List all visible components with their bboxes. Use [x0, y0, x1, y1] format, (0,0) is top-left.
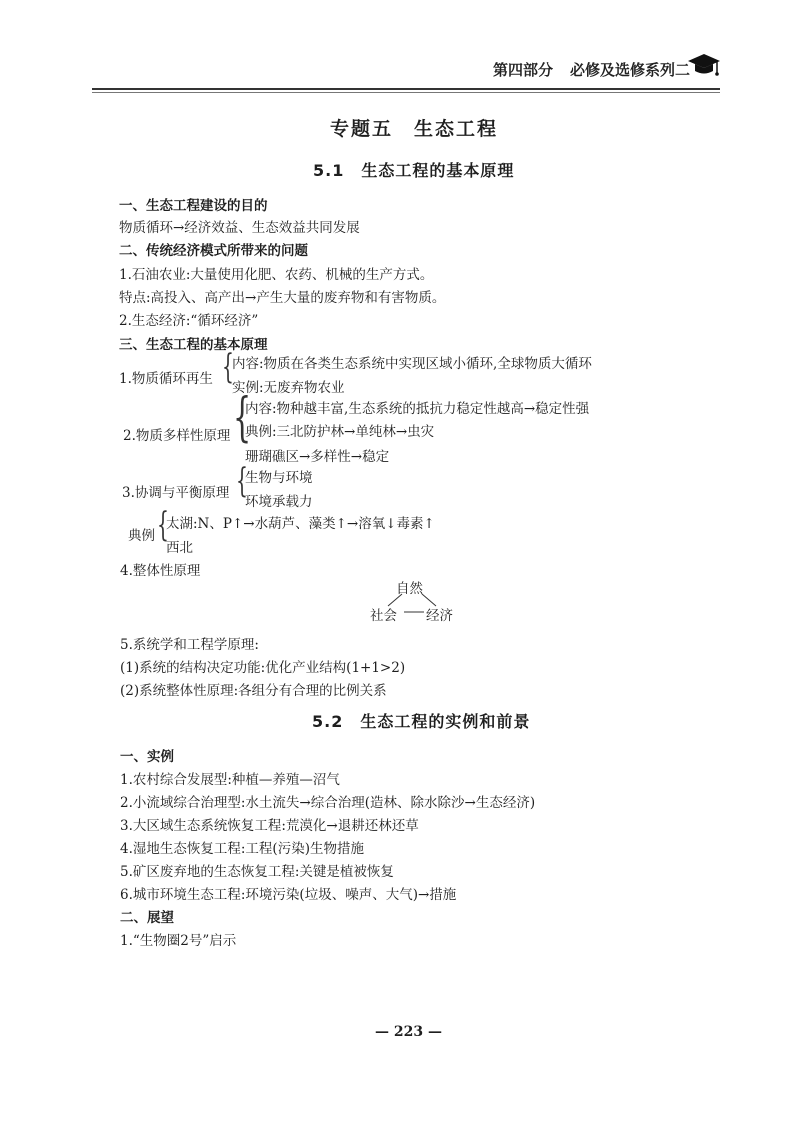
- principle-1-content: 内容:物质在各类生态系统中实现区域小循环,全球物质大循环: [232, 356, 592, 372]
- principle-3-item-2: 环境承载力: [245, 494, 313, 510]
- heading-examples: 一、实例: [120, 749, 174, 765]
- triangle-nature: 自然: [396, 581, 423, 597]
- list-item: 4.湿地生态恢复工程:工程(污染)生物措施: [120, 841, 364, 857]
- principle-2-coral: 珊瑚礁区→多样性→稳定: [245, 449, 390, 465]
- example-northwest: 西北: [166, 540, 193, 556]
- brace: {: [157, 505, 169, 545]
- principle-1-label: 1.物质循环再生: [119, 371, 213, 387]
- principle-5-label: 5.系统学和工程学原理:: [120, 637, 259, 653]
- brace: {: [222, 347, 234, 387]
- principle-3-item-1: 生物与环境: [245, 470, 313, 486]
- heading-outlook: 二、展望: [120, 910, 174, 926]
- list-item: 6.城市环境生态工程:环境污染(垃圾、噪声、大气)→措施: [120, 887, 457, 903]
- header-series: 必修及选修系列二: [570, 61, 691, 79]
- text-features: 特点:高投入、高产出→产生大量的废弃物和有害物质。: [119, 290, 446, 306]
- text-oil-agriculture: 1.石油农业:大量使用化肥、农药、机械的生产方式。: [119, 267, 434, 283]
- principle-5-structure: (1)系统的结构决定功能:优化产业结构(1+1>2): [120, 660, 406, 676]
- example-taihu: 太湖:N、P↑→水葫芦、藻类↑→溶氧↓毒素↑: [166, 516, 435, 532]
- brace: {: [233, 388, 252, 448]
- example-label: 典例: [128, 528, 155, 544]
- brace: {: [236, 461, 248, 501]
- triangle-society: 社会: [370, 608, 397, 624]
- principle-4-label: 4.整体性原理: [120, 563, 201, 579]
- principle-2-example: 典例:三北防护林→单纯林→虫灾: [245, 424, 435, 440]
- header-rule-thin: [92, 92, 720, 93]
- page-title: 专题五 生态工程: [330, 118, 499, 140]
- heading-principles: 三、生态工程的基本原理: [119, 337, 268, 353]
- header-part: 第四部分: [493, 61, 554, 79]
- text-goal: 物质循环→经济效益、生态效益共同发展: [119, 220, 360, 236]
- text-biosphere-2: 1.“生物圈2号”启示: [120, 933, 237, 949]
- text-eco-economy: 2.生态经济:“循环经济”: [119, 313, 259, 329]
- triangle-economy: 经济: [426, 608, 453, 624]
- page-number: — 223 —: [375, 1024, 442, 1040]
- principle-1-example: 实例:无废弃物农业: [232, 380, 345, 396]
- section-heading-5-2: 5.2 生态工程的实例和前景: [312, 712, 531, 731]
- section-heading-5-1: 5.1 生态工程的基本原理: [313, 161, 515, 180]
- list-item: 3.大区域生态系统恢复工程:荒漠化→退耕还林还草: [120, 818, 419, 834]
- list-item: 1.农村综合发展型:种植—养殖—沼气: [120, 772, 340, 788]
- heading-goal: 一、生态工程建设的目的: [119, 198, 268, 214]
- principle-2-content: 内容:物种越丰富,生态系统的抵抗力稳定性越高→稳定性强: [245, 401, 590, 417]
- heading-problems: 二、传统经济模式所带来的问题: [119, 243, 308, 259]
- list-item: 5.矿区废弃地的生态恢复工程:关键是植被恢复: [120, 864, 394, 880]
- triangle-lines: [376, 592, 466, 620]
- header-rule: [92, 88, 720, 90]
- list-item: 2.小流域综合治理型:水土流失→综合治理(造林、除水除沙→生态经济): [120, 795, 536, 811]
- principle-3-label: 3.协调与平衡原理: [122, 485, 230, 501]
- principle-5-integrity: (2)系统整体性原理:各组分有合理的比例关系: [120, 683, 387, 699]
- principle-2-label: 2.物质多样性原理: [123, 428, 231, 444]
- graduation-cap-icon: [686, 52, 722, 82]
